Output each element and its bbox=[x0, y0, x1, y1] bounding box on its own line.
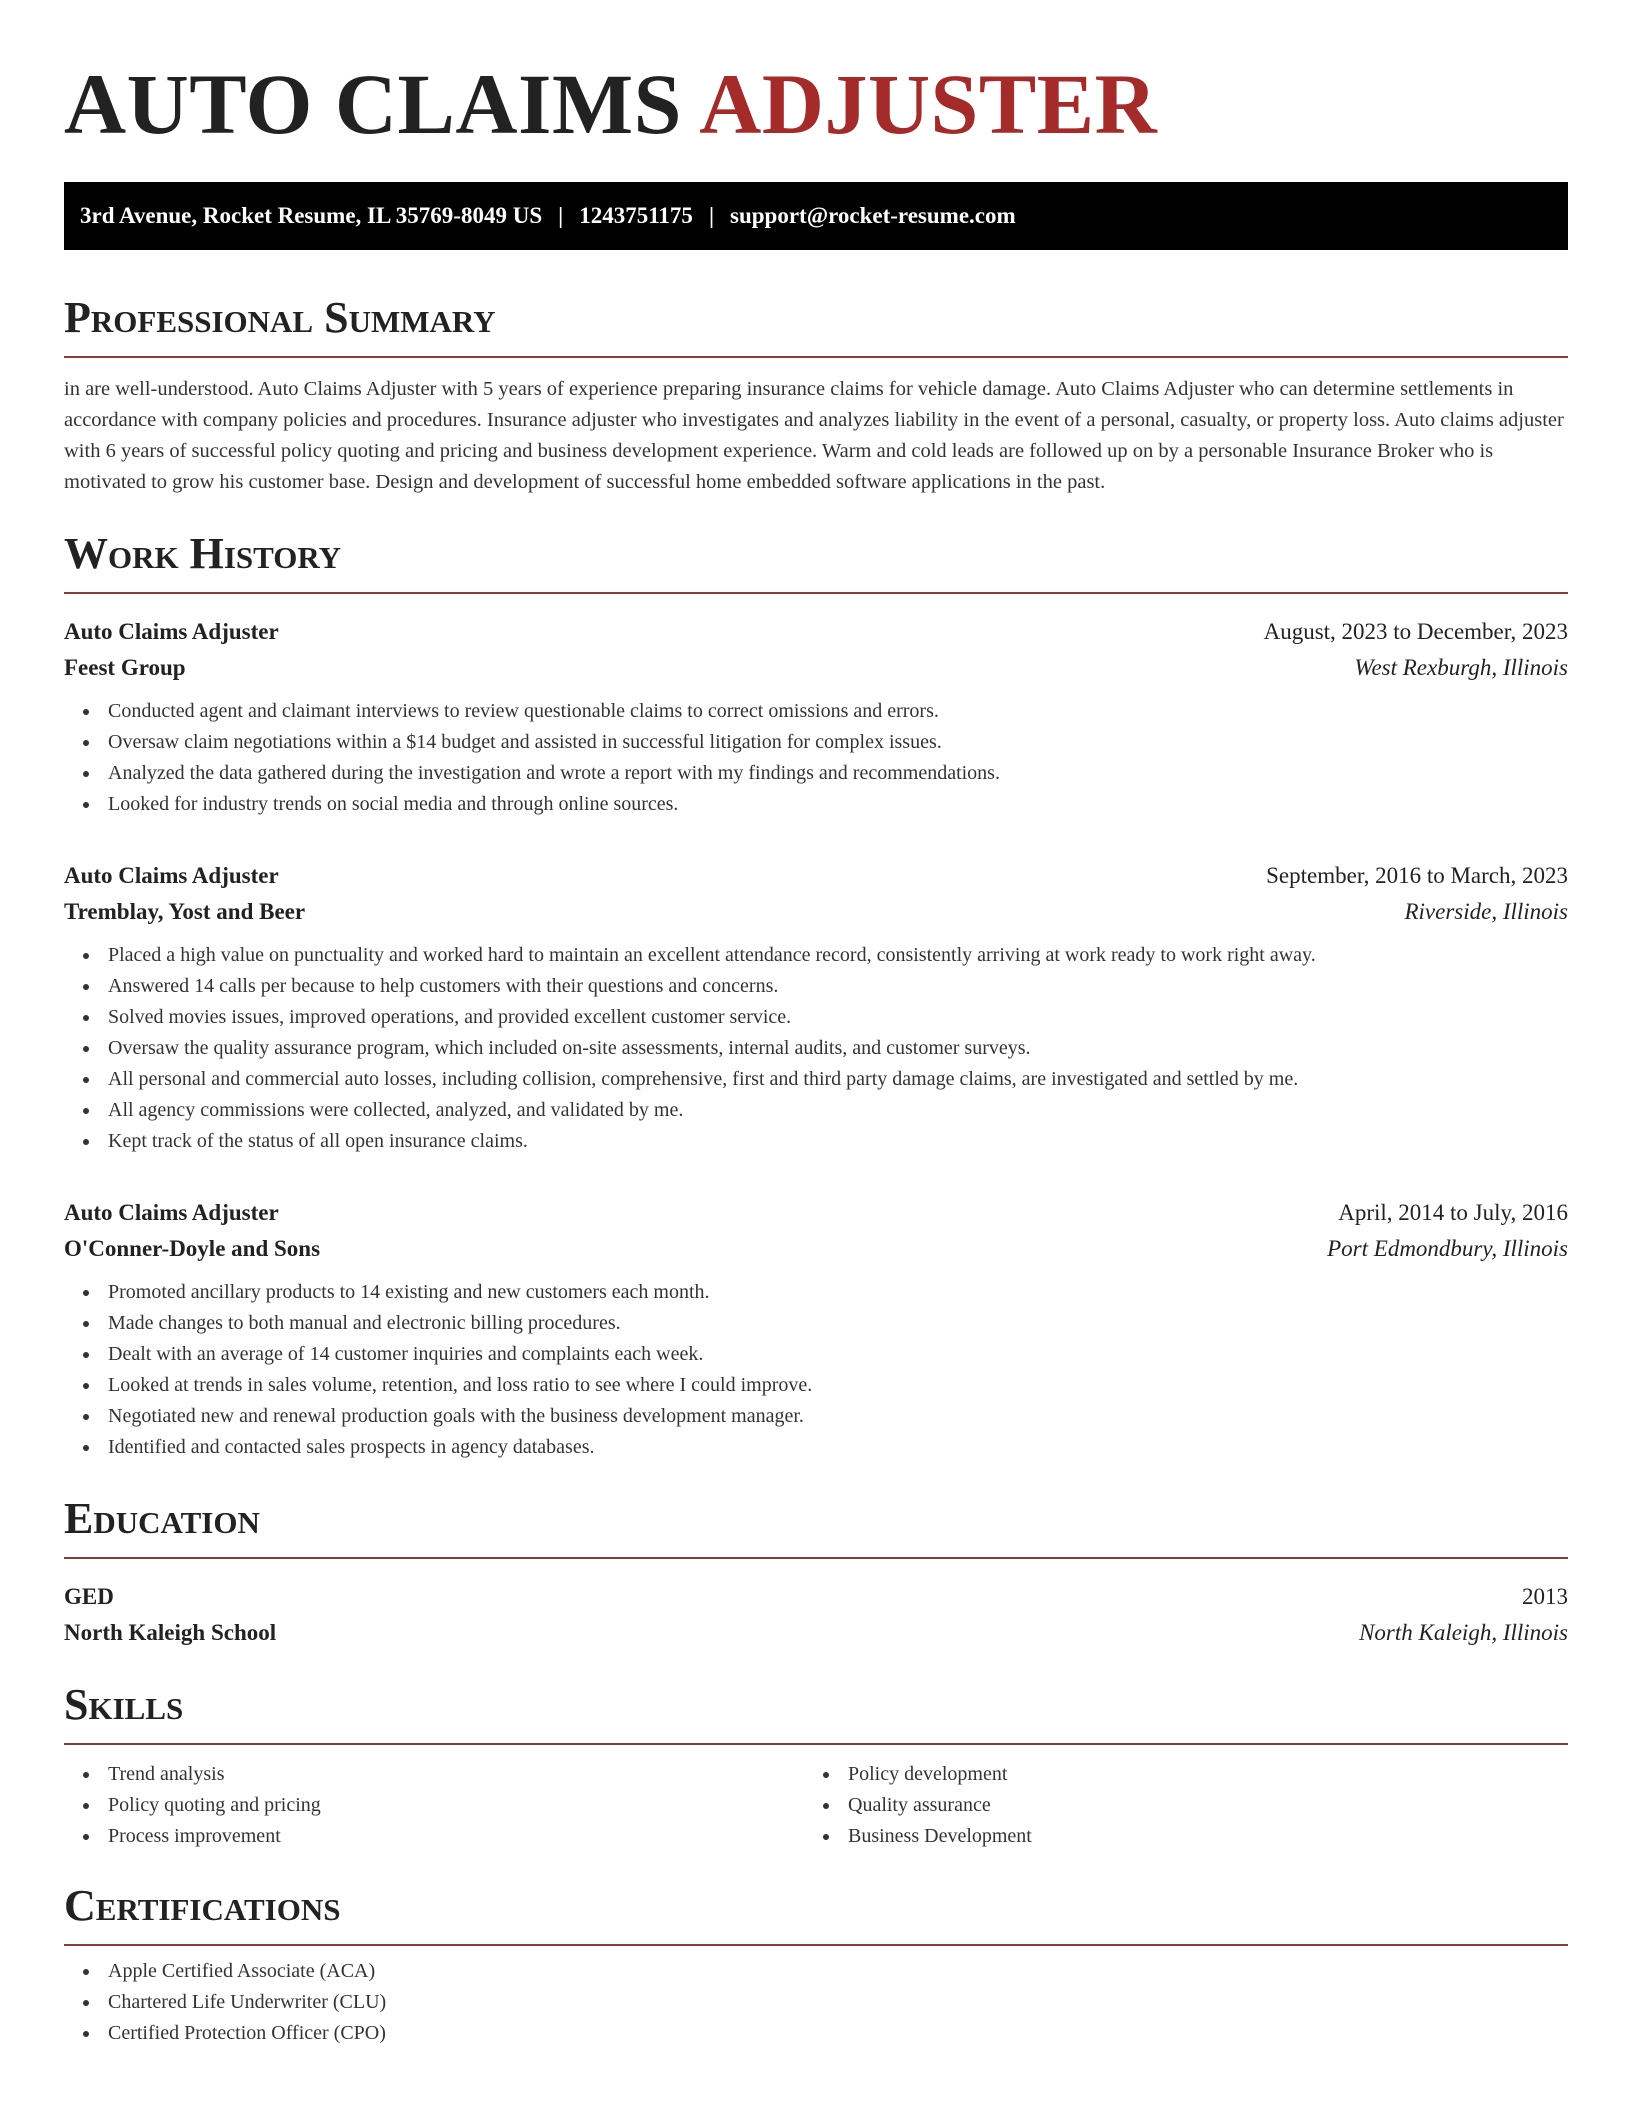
job-role: Auto Claims Adjuster bbox=[64, 619, 279, 644]
job-bullet: Oversaw claim negotiations within a $14 budget and assisted in successful litigation for complex issues. bbox=[64, 727, 1568, 758]
job-bullet: Analyzed the data gathered during the investigation and wrote a report with my findings and recommendations. bbox=[64, 758, 1568, 789]
name-first: AUTO CLAIMS bbox=[64, 56, 682, 152]
skills-list-left bbox=[64, 1759, 804, 1852]
skills-title: Skills bbox=[64, 1681, 1568, 1745]
job-company: O'Conner-Doyle and Sons bbox=[64, 1236, 321, 1261]
job-location: West Rexburgh, Illinois bbox=[1354, 655, 1568, 680]
summary-section bbox=[64, 294, 1568, 498]
certifications-section bbox=[64, 1882, 1568, 2049]
job-bullet: Negotiated new and renewal production goals with the business development manager. bbox=[64, 1401, 1568, 1432]
job-role: Auto Claims Adjuster bbox=[64, 1200, 279, 1225]
education-school: North Kaleigh School bbox=[64, 1620, 277, 1645]
job-company-row bbox=[64, 1231, 1568, 1267]
summary-title: Professional Summary bbox=[64, 294, 1568, 358]
job-bullet: Made changes to both manual and electronic billing procedures. bbox=[64, 1308, 1568, 1339]
job-bullet-list bbox=[64, 1277, 1568, 1463]
skill-item: Process improvement bbox=[64, 1821, 804, 1852]
job-location: Riverside, Illinois bbox=[1404, 899, 1568, 924]
resume-name-heading bbox=[64, 58, 1568, 150]
education-location: North Kaleigh, Illinois bbox=[1359, 1620, 1568, 1645]
skills-list-right bbox=[804, 1759, 1544, 1852]
job-bullet: Looked for industry trends on social media and through online sources. bbox=[64, 789, 1568, 820]
skills-section bbox=[64, 1681, 1568, 1852]
work-history-section bbox=[64, 530, 1568, 1463]
work-history-title: Work History bbox=[64, 530, 1568, 594]
job-bullet: Kept track of the status of all open insurance claims. bbox=[64, 1126, 1568, 1157]
job-bullet: Looked at trends in sales volume, retention, and loss ratio to see where I could improve. bbox=[64, 1370, 1568, 1401]
skill-item: Business Development bbox=[804, 1821, 1544, 1852]
education-degree: GED bbox=[64, 1584, 114, 1609]
skill-item: Policy development bbox=[804, 1759, 1544, 1790]
job-bullet-list bbox=[64, 940, 1568, 1157]
skills-grid bbox=[64, 1759, 1568, 1852]
job-bullet-list bbox=[64, 696, 1568, 820]
education-year: 2013 bbox=[1522, 1584, 1568, 1609]
job-header-row bbox=[64, 858, 1568, 894]
certification-item: Chartered Life Underwriter (CLU) bbox=[64, 1987, 1568, 2018]
job-bullet: Promoted ancillary products to 14 existing and new customers each month. bbox=[64, 1277, 1568, 1308]
job-bullet: Identified and contacted sales prospects in agency databases. bbox=[64, 1432, 1568, 1463]
education-title: Education bbox=[64, 1495, 1568, 1559]
job-dates: August, 2023 to December, 2023 bbox=[1263, 619, 1568, 644]
job-dates: September, 2016 to March, 2023 bbox=[1266, 863, 1568, 888]
job-bullet: All agency commissions were collected, analyzed, and validated by me. bbox=[64, 1095, 1568, 1126]
job-header-row bbox=[64, 1195, 1568, 1231]
job-header-row bbox=[64, 614, 1568, 650]
contact-bar bbox=[64, 182, 1568, 250]
job-company-row bbox=[64, 650, 1568, 686]
job-bullet: Conducted agent and claimant interviews to review questionable claims to correct omissions and errors. bbox=[64, 696, 1568, 727]
certification-item: Certified Protection Officer (CPO) bbox=[64, 2018, 1568, 2049]
summary-text: in are well-understood. Auto Claims Adjuster with 5 years of experience preparing insurance claims for vehicle damage. Auto Claims Adjuster who can determine settlements in accordance with company policies and procedures. Insurance adjuster who investigates and analyzes liability in the event of a personal, casualty, or property loss. Auto claims adjuster with 6 years of successful policy quoting and pricing and business development experience. Warm and cold leads are followed up on by a personable Insurance Broker who is motivated to grow his customer base. Design and development of successful home embedded software applications in the past. bbox=[64, 378, 1564, 493]
job-location: Port Edmondbury, Illinois bbox=[1327, 1236, 1568, 1261]
job-dates: April, 2014 to July, 2016 bbox=[1338, 1200, 1568, 1225]
certifications-title: Certifications bbox=[64, 1882, 1568, 1946]
job-bullet: Dealt with an average of 14 customer inquiries and complaints each week. bbox=[64, 1339, 1568, 1370]
skill-item: Quality assurance bbox=[804, 1790, 1544, 1821]
skill-item: Policy quoting and pricing bbox=[64, 1790, 804, 1821]
job-bullet: Oversaw the quality assurance program, which included on-site assessments, internal audits, and customer surveys. bbox=[64, 1033, 1568, 1064]
contact-phone: 1243751175 bbox=[579, 203, 693, 228]
job-bullet: All personal and commercial auto losses, including collision, comprehensive, first and third party damage claims, are investigated and settled by me. bbox=[64, 1064, 1568, 1095]
education-entry bbox=[64, 1579, 1568, 1651]
job-company-row bbox=[64, 894, 1568, 930]
education-school-row bbox=[64, 1615, 1568, 1651]
job-bullet: Answered 14 calls per because to help customers with their questions and concerns. bbox=[64, 971, 1568, 1002]
contact-separator: | bbox=[708, 203, 715, 228]
certification-item: Apple Certified Associate (ACA) bbox=[64, 1956, 1568, 1987]
job-entry bbox=[64, 614, 1568, 820]
education-degree-row bbox=[64, 1579, 1568, 1615]
job-company: Tremblay, Yost and Beer bbox=[64, 899, 306, 924]
job-entry bbox=[64, 1195, 1568, 1463]
job-role: Auto Claims Adjuster bbox=[64, 863, 279, 888]
job-entry bbox=[64, 858, 1568, 1157]
contact-separator: | bbox=[558, 203, 564, 228]
name-last: ADJUSTER bbox=[699, 56, 1158, 152]
certifications-list bbox=[64, 1956, 1568, 2049]
contact-email: support@rocket-resume.com bbox=[730, 203, 1016, 228]
job-bullet: Placed a high value on punctuality and worked hard to maintain an excellent attendance record, consistently arriving at work ready to work right away. bbox=[64, 940, 1568, 971]
job-company: Feest Group bbox=[64, 655, 186, 680]
job-bullet: Solved movies issues, improved operations, and provided excellent customer service. bbox=[64, 1002, 1568, 1033]
education-section bbox=[64, 1495, 1568, 1651]
skill-item: Trend analysis bbox=[64, 1759, 804, 1790]
contact-address: 3rd Avenue, Rocket Resume, IL 35769-8049 US bbox=[80, 203, 543, 228]
